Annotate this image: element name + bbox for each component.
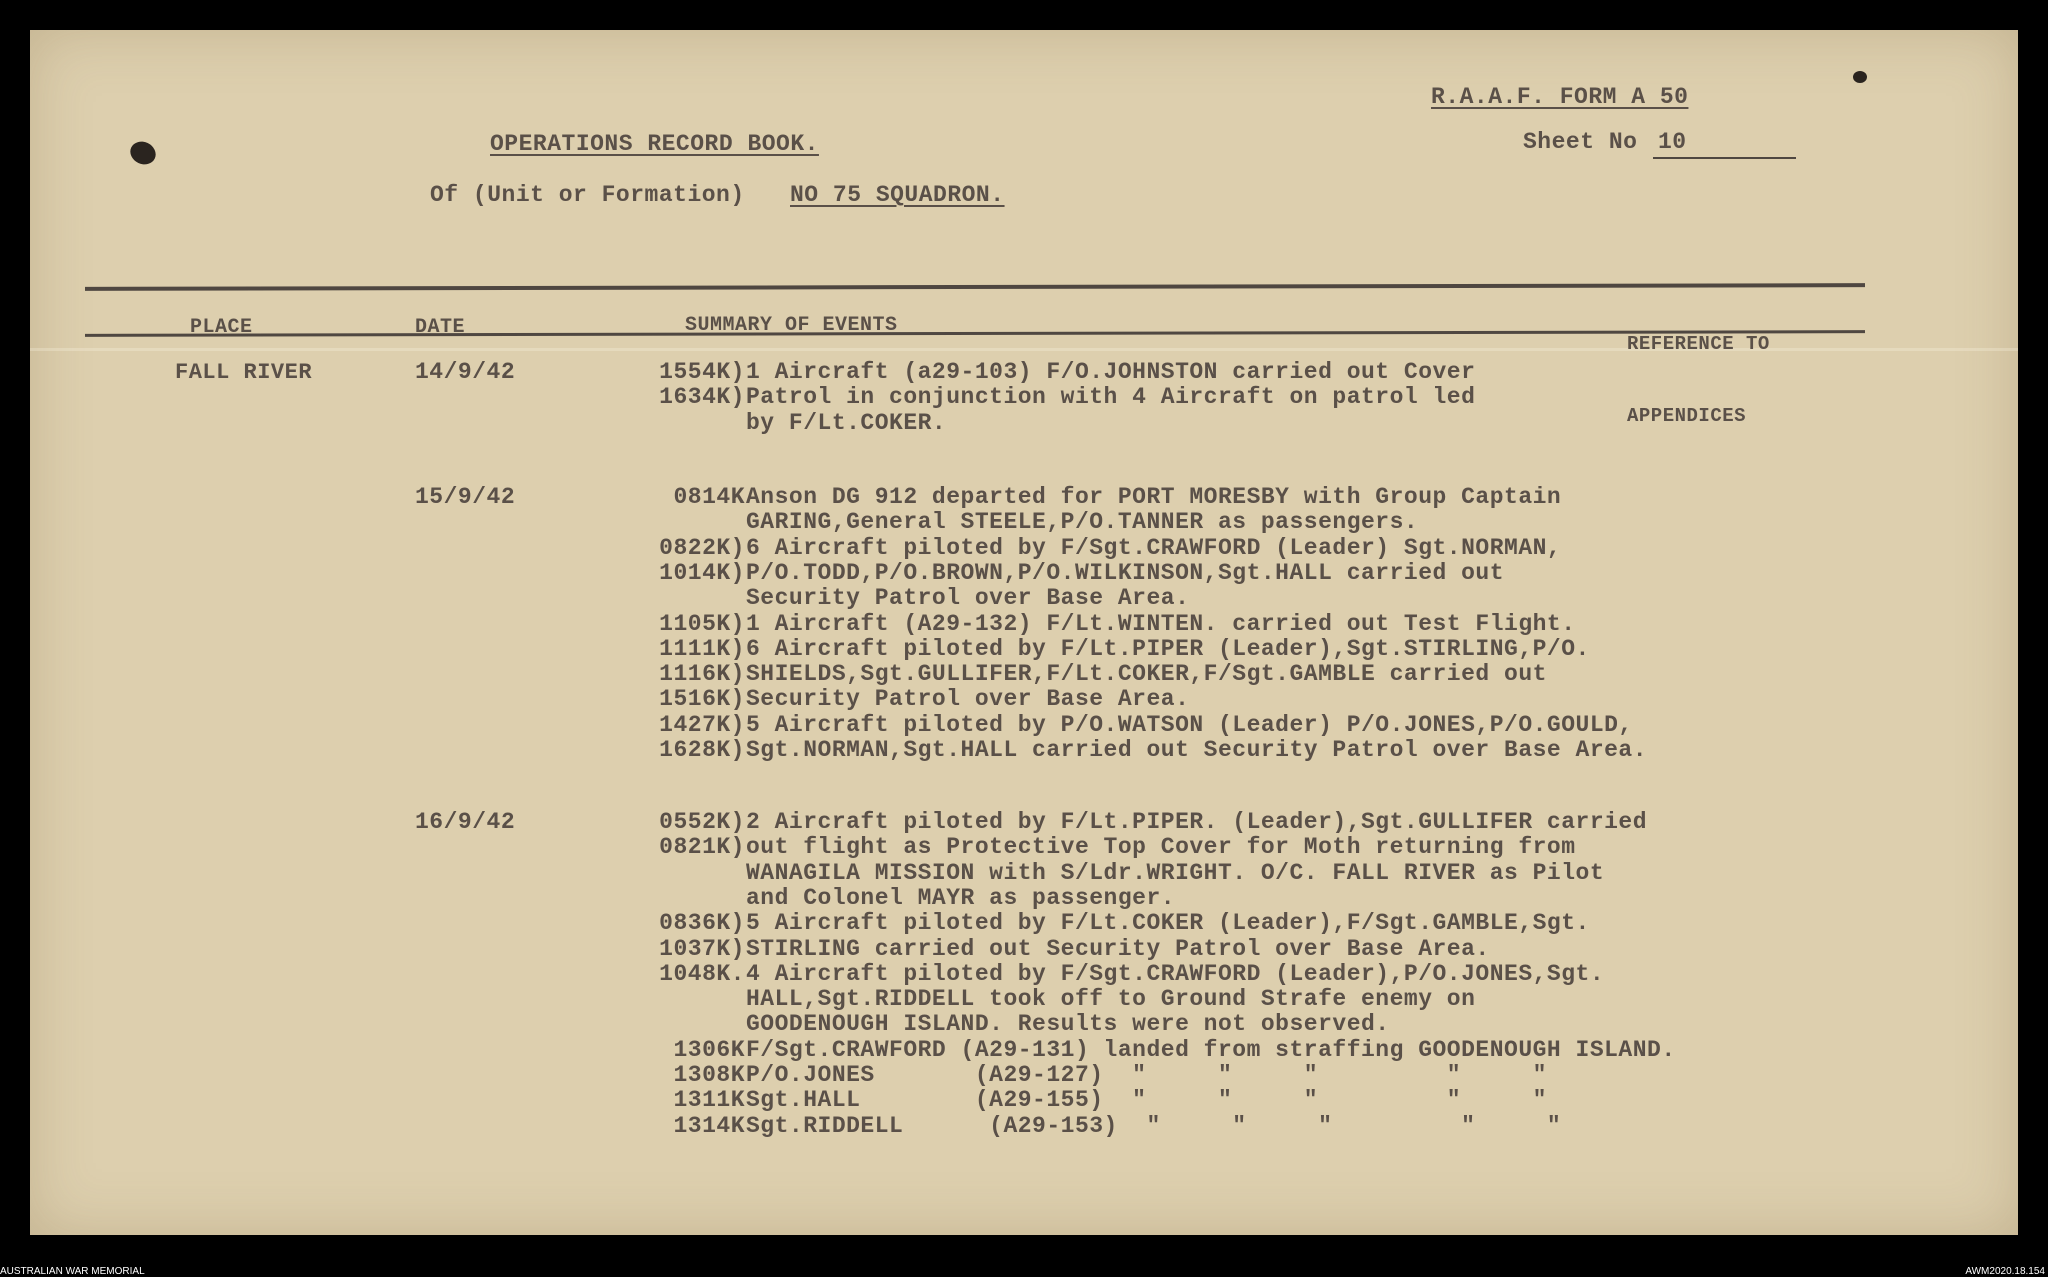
entry-time: 0814K [673,484,745,510]
entry-text-line: 6 Aircraft piloted by F/Sgt.CRAWFORD (Leader) Sgt.NORMAN, [746,534,1562,561]
entry-text-line: P/O.TODD,P/O.BROWN,P/O.WILKINSON,Sgt.HALL carried out [746,559,1505,586]
column-header-reference [1627,284,1770,476]
entry-time: 1116K) [659,661,745,688]
entry-time: 1554K) [659,359,745,385]
header-top-rule [85,283,1865,291]
entry-text-line: 1 Aircraft (A29-132) F/Lt.WINTEN. carried out Test Flight. [746,610,1576,637]
entry-text-line: P/O.JONES (A29-127) " " " " " [746,1062,1547,1088]
document-page [30,30,2018,1235]
sheet-number-line [1653,157,1796,159]
entry-text-line: STIRLING carried out Security Patrol over Base Area. [746,935,1490,962]
entry-time: 1628K) [659,737,745,763]
entry-time: 0821K) [659,834,745,861]
entry-time: 1306K [673,1036,745,1063]
entry-date: 14/9/42 [415,359,516,385]
column-header-date: DATE [415,316,466,339]
entry-text-line: out flight as Protective Top Cover for Moth returning from [746,834,1576,861]
entry-text-line: 2 Aircraft piloted by F/Lt.PIPER. (Leader),Sgt.GULLIFER carried [746,809,1648,835]
entry-text-line: GOODENOUGH ISLAND. Results were not observed. [746,1011,1390,1038]
entry-text-line: WANAGILA MISSION with S/Ldr.WRIGHT. O/C. FALL RIVER as Pilot [746,859,1605,886]
entry-text-line: Anson DG 912 departed for PORT MORESBY with Group Captain [746,484,1562,510]
entry-date: 15/9/42 [415,484,516,510]
entry-time: 1111K) [659,635,745,662]
entry-text-line: Sgt.RIDDELL (A29-153) " " " " " [746,1112,1562,1139]
unit-value: NO 75 SQUADRON. [790,182,1005,208]
entry-time: 1105K) [659,610,745,637]
entry-text-line: 5 Aircraft piloted by P/O.WATSON (Leader) P/O.JONES,P/O.GOULD, [746,711,1633,738]
column-header-summary: SUMMARY OF EVENTS [685,314,898,337]
entry-text-line: SHIELDS,Sgt.GULLIFER,F/Lt.COKER,F/Sgt.GAMBLE carried out [746,661,1547,688]
form-number: R.A.A.F. FORM A 50 [1431,84,1689,110]
entry-text-line: GARING,General STEELE,P/O.TANNER as passengers. [746,509,1419,536]
entry-text-line: by F/Lt.COKER. [746,409,947,436]
entry-time: 1048K. [659,960,745,987]
header-bottom-rule [85,330,1865,337]
entry-text-line: F/Sgt.CRAWFORD (A29-131) landed from straffing GOODENOUGH ISLAND. [746,1036,1676,1063]
entry-text-line: and Colonel MAYR as passenger. [746,884,1176,911]
sheet-number: 10 [1658,129,1687,155]
entry-text-line: Sgt.HALL (A29-155) " " " " " [746,1087,1547,1114]
page-title: OPERATIONS RECORD BOOK. [490,131,819,157]
footer-right: AWM2020.18.154 [1965,1266,2045,1277]
entry-time: 1014K) [659,559,745,586]
entry-time: 1308K [673,1062,745,1088]
entry-time: 0822K) [659,534,745,561]
entry-date: 16/9/42 [415,809,516,835]
entry-time: 1311K [673,1087,745,1114]
entry-text-line: 1 Aircraft (a29-103) F/O.JOHNSTON carried out Cover [746,359,1476,385]
entry-place: FALL RIVER [175,360,313,385]
entry-text-line: 4 Aircraft piloted by F/Sgt.CRAWFORD (Leader),P/O.JONES,Sgt. [746,960,1605,987]
entry-time: 1516K) [659,686,745,713]
footer-left: AUSTRALIAN WAR MEMORIAL [0,1266,145,1277]
ink-spot [1853,71,1867,83]
entry-time: 1037K) [659,935,745,962]
paper-damage [127,138,160,169]
entry-text-line: Security Patrol over Base Area. [746,686,1190,713]
entry-text-line: Patrol in conjunction with 4 Aircraft on patrol led [746,384,1476,411]
entry-text-line: Security Patrol over Base Area. [746,585,1190,612]
entry-text-line: HALL,Sgt.RIDDELL took off to Ground Strafe enemy on [746,986,1476,1013]
sheet-label: Sheet No [1523,129,1638,155]
column-header-place: PLACE [190,316,253,339]
entry-time: 1427K) [659,711,745,738]
entry-time: 0552K) [659,809,745,835]
entry-time: 0836K) [659,910,745,937]
entry-time: 1314K [673,1112,745,1139]
reference-line-1: REFERENCE TO [1627,333,1770,355]
unit-label: Of (Unit or Formation) [430,182,745,208]
reference-line-2: APPENDICES [1627,405,1747,427]
entry-text-line: Sgt.NORMAN,Sgt.HALL carried out Security Patrol over Base Area. [746,737,1648,763]
entry-text-line: 6 Aircraft piloted by F/Lt.PIPER (Leader),Sgt.STIRLING,P/O. [746,635,1590,662]
entry-time: 1634K) [659,384,745,411]
entry-text-line: 5 Aircraft piloted by F/Lt.COKER (Leader),F/Sgt.GAMBLE,Sgt. [746,910,1590,937]
